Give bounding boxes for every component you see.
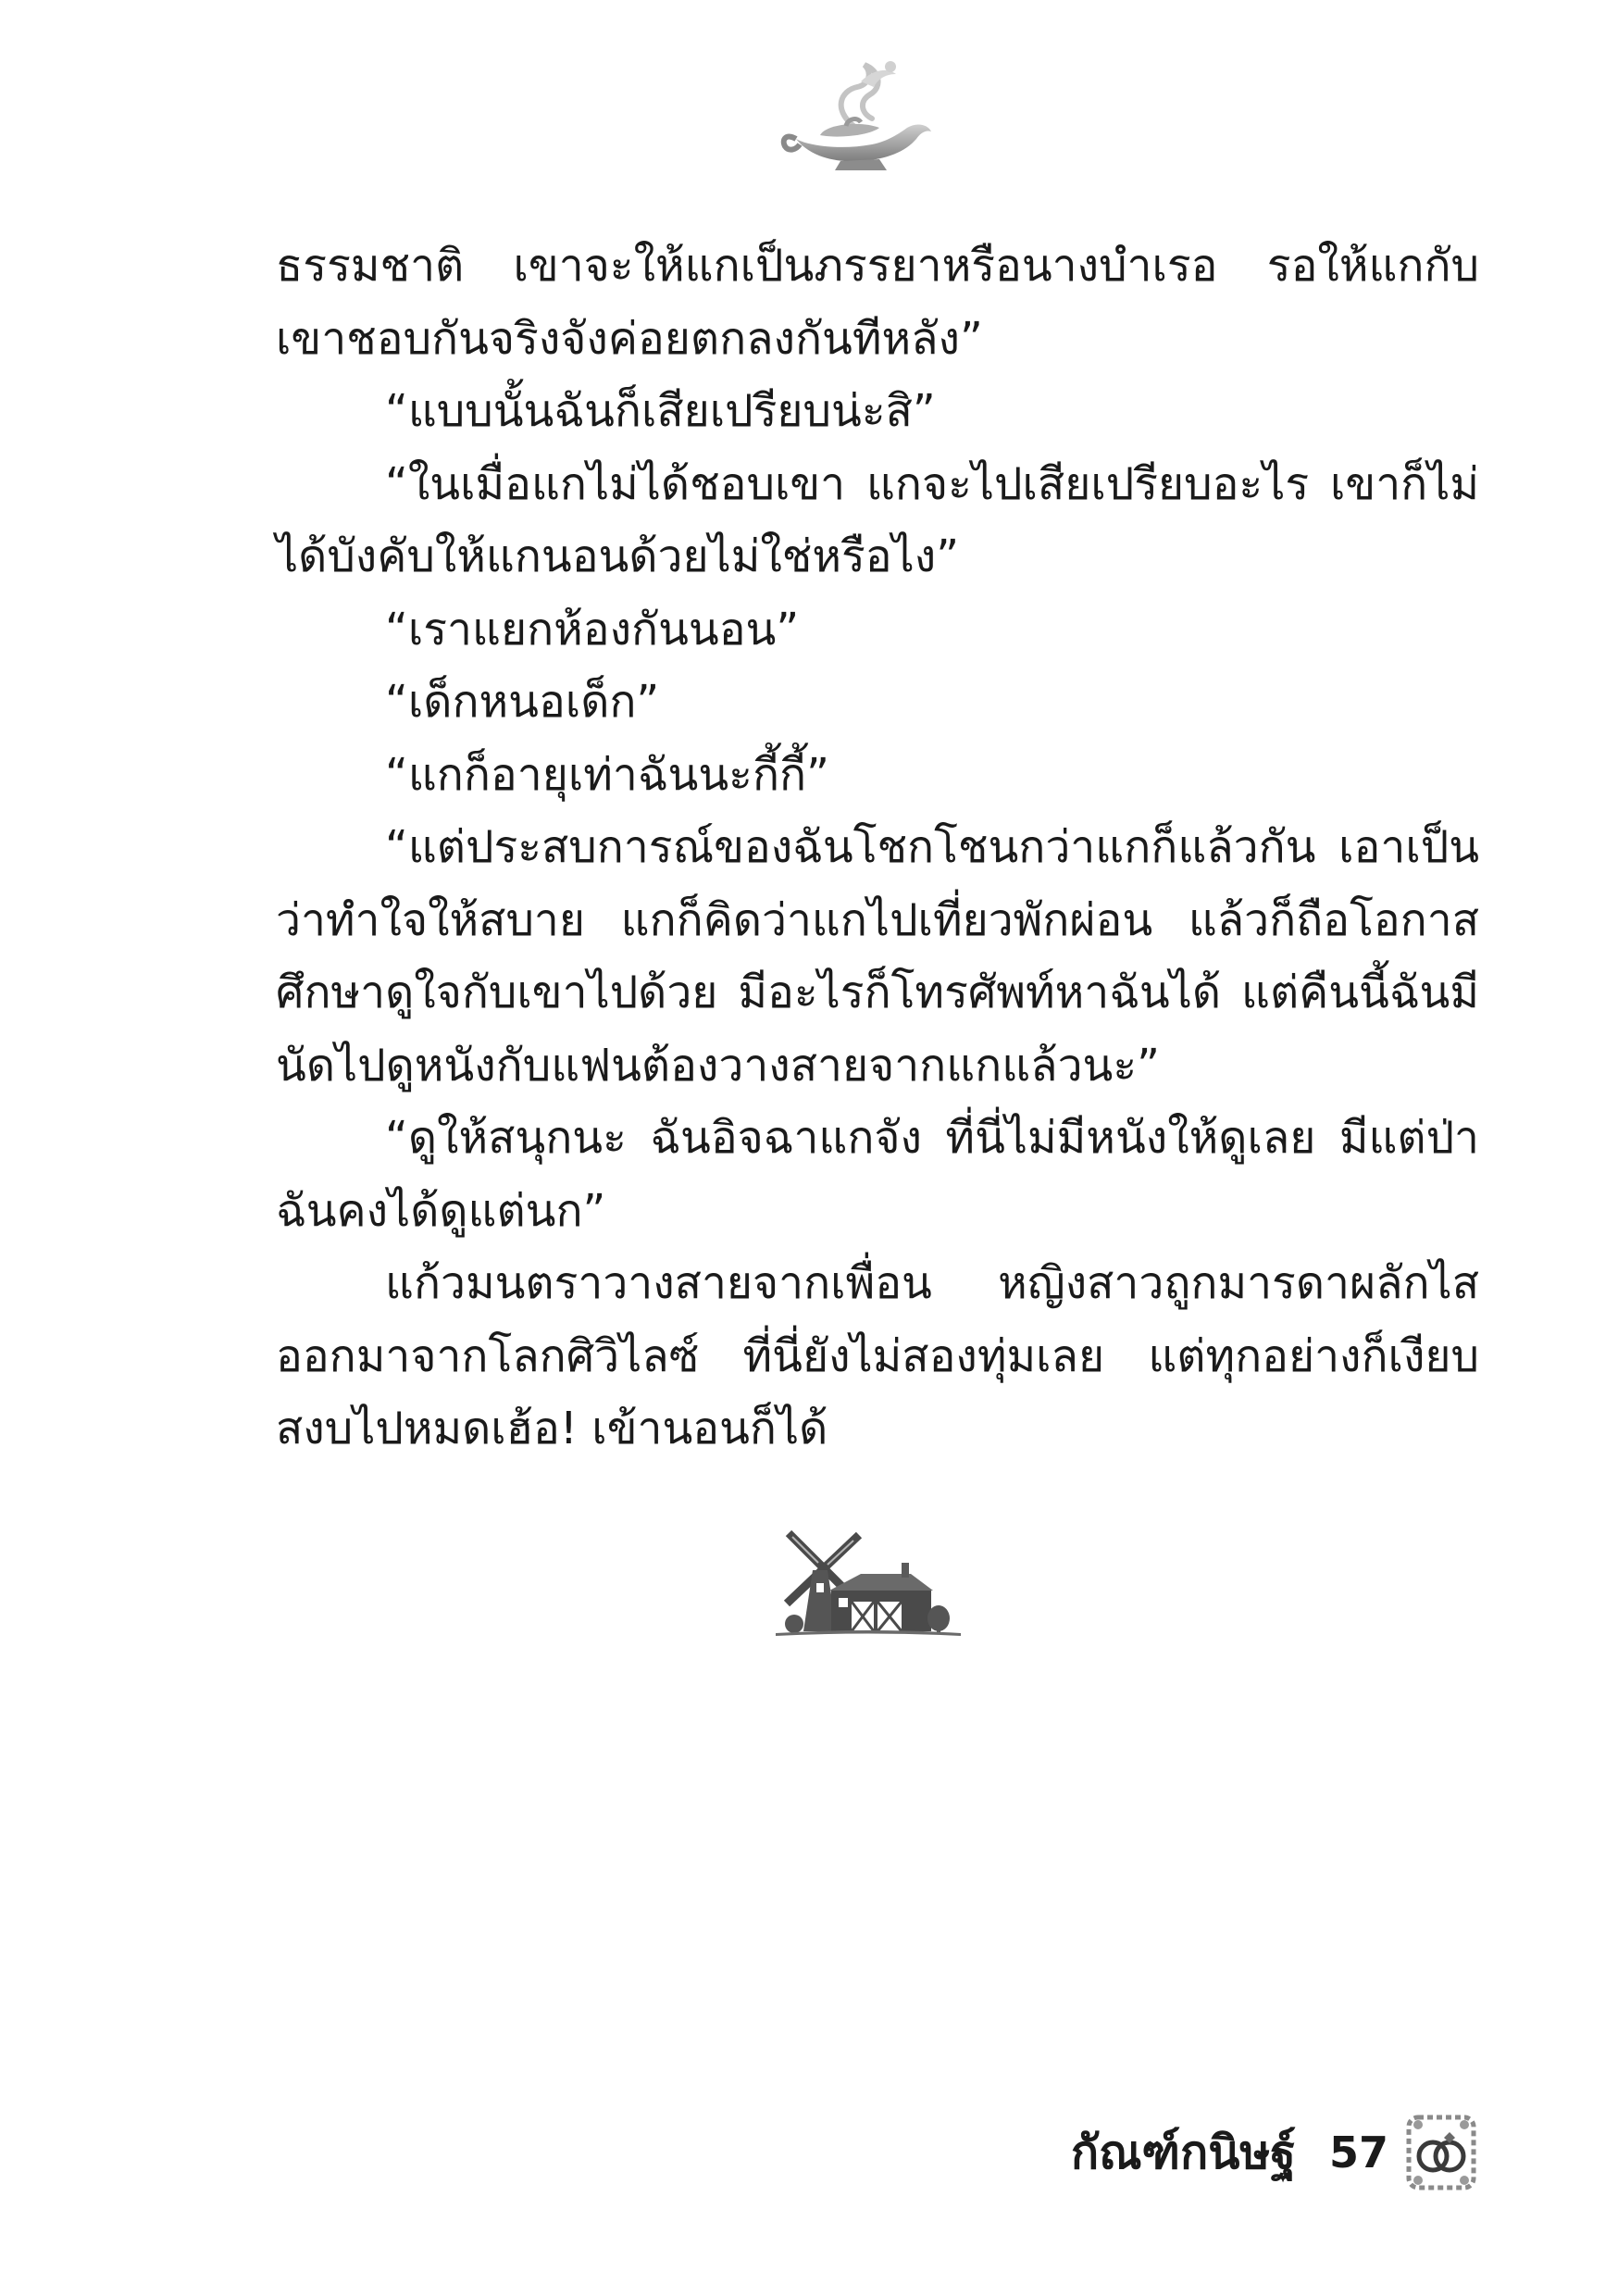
book-title: กัณฑ์กนิษฐ์	[1070, 2125, 1296, 2179]
paragraph: “ในเมื่อแกไม่ได้ชอบเขา แกจะไปเสียเปรียบอะไร เขาก็ไม่ได้บังคับให้แกนอนด้วยไม่ใช่หรือไง”	[276, 457, 1479, 582]
paragraph: แก้วมนตราวางสายจากเพื่อน หญิงสาวถูกมารดาผลักไสออกมาจากโลกศิวิไลซ์ ที่นี่ยังไม่สองทุ่มเลย แต่ทุกอย่างก็เงียบสงบไปหมดเฮ้อ! เข้านอนก็ได้	[276, 1257, 1479, 1454]
paragraph: “ดูให้สนุกนะ ฉันอิจฉาแกจัง ที่นี่ไม่มีหนังให้ดูเลย มีแต่ป่า ฉันคงได้ดูแต่นก”	[276, 1112, 1479, 1237]
paragraph: “แต่ประสบการณ์ของฉันโชกโชนกว่าแกก็แล้วกัน เอาเป็นว่าทำใจให้สบาย แกก็คิดว่าแกไปเที่ยวพักผ่อน แล้วก็ถือโอกาสศึกษาดูใจกับเขาไปด้วย มีอะไรก็โทรศัพท์หาฉันได้ แต่คืนนี้ฉันมีนัดไปดูหนังกับแฟนต้องวางสายจากแกแล้วนะ”	[276, 821, 1479, 1092]
page-footer	[1071, 2111, 1477, 2194]
paragraph: ธรรมชาติ เขาจะให้แกเป็นภรรยาหรือนางบำเรอ รอให้แกกับเขาชอบกันจริงจังค่อยตกลงกันทีหลัง”	[276, 240, 1479, 365]
paragraph: “เด็กหนอเด็ก”	[385, 676, 660, 728]
page-number: 57	[1328, 2128, 1388, 2177]
genie-lamp-icon	[768, 54, 944, 174]
paragraph: “แบบนั้นฉันก็เสียเปรียบน่ะสิ”	[385, 385, 936, 437]
rings-icon	[1405, 2114, 1477, 2191]
windmill-barn-icon	[776, 1526, 961, 1639]
paragraph: “แกก็อายุเท่าฉันนะกี้กี้”	[385, 748, 829, 801]
body-text	[276, 230, 1479, 1466]
paragraph: “เราแยกห้องกันนอน”	[385, 603, 800, 655]
